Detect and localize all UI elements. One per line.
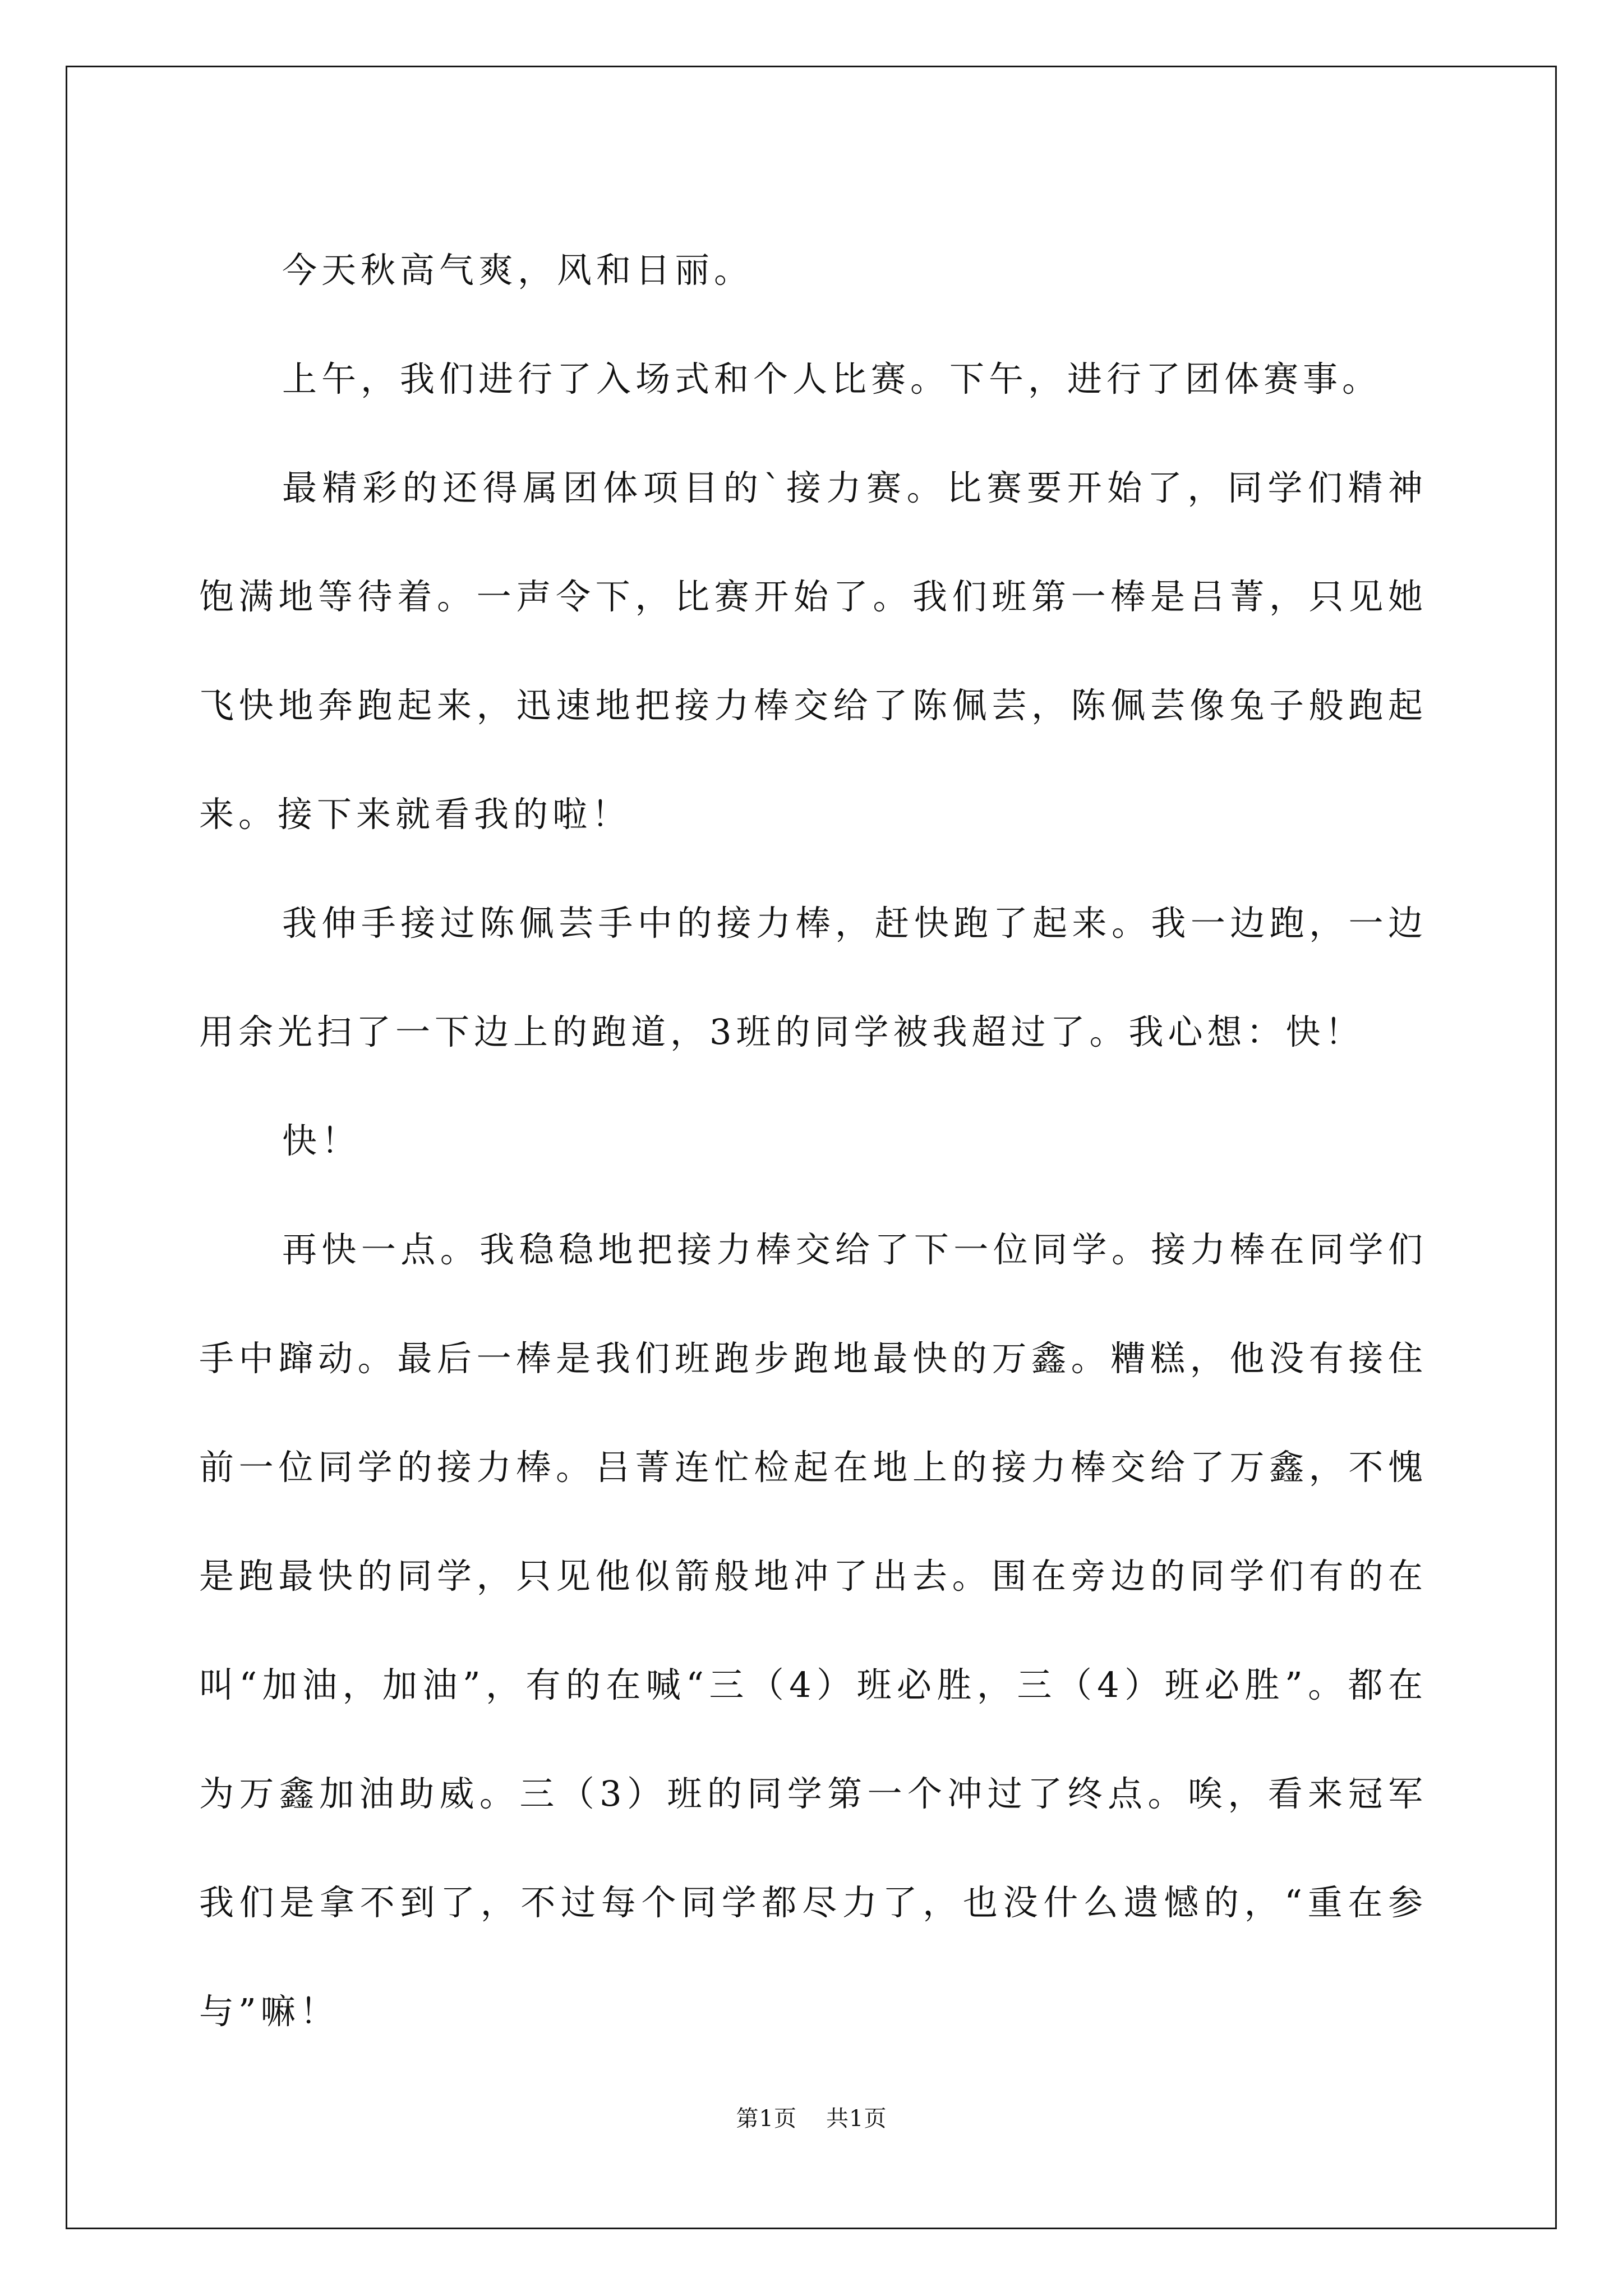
paragraph-my-run: 我伸手接过陈佩芸手中的接力棒，赶快跑了起来。我一边跑，一边用余光扫了一下边上的跑道，3班的同学被我超过了。我心想：快！ [199, 903, 1427, 1052]
document-body [199, 216, 1427, 2066]
paragraph-faster: 快！ [282, 1120, 361, 1161]
page-footer [0, 2101, 1623, 2133]
page-number: 第1页 [736, 2106, 797, 2132]
paragraph-morning-afternoon: 上午，我们进行了入场式和个人比赛。下午，进行了团体赛事。 [282, 358, 1382, 399]
paragraph-final-leg: 再快一点。我稳稳地把接力棒交给了下一位同学。接力棒在同学们手中蹿动。最后一棒是我们班跑步跑地最快的万鑫。糟糕，他没有接住前一位同学的接力棒。吕菁连忙检起在地上的接力棒交给了万鑫，不愧是跑最快的同学，只见他似箭般地冲了出去。围在旁边的同学们有的在叫“加油，加油”，有的在喊“三（4）班必胜，三（4）班必胜”。都在为万鑫加油助威。三（3）班的同学第一个冲过了终点。唉，看来冠军我们是拿不到了，不过每个同学都尽力了，也没什么遗憾的，“重在参与”嘛！ [199, 1229, 1427, 2032]
page-total: 共1页 [826, 2106, 887, 2132]
paragraph-weather: 今天秋高气爽，风和日丽。 [282, 250, 754, 291]
paragraph-relay-start: 最精彩的还得属团体项目的`接力赛。比赛要开始了，同学们精神饱满地等待着。一声令下，比赛开始了。我们班第一棒是吕菁，只见她飞快地奔跑起来，迅速地把接力棒交给了陈佩芸，陈佩芸像兔子般跑起来。接下来就看我的啦！ [199, 467, 1427, 835]
